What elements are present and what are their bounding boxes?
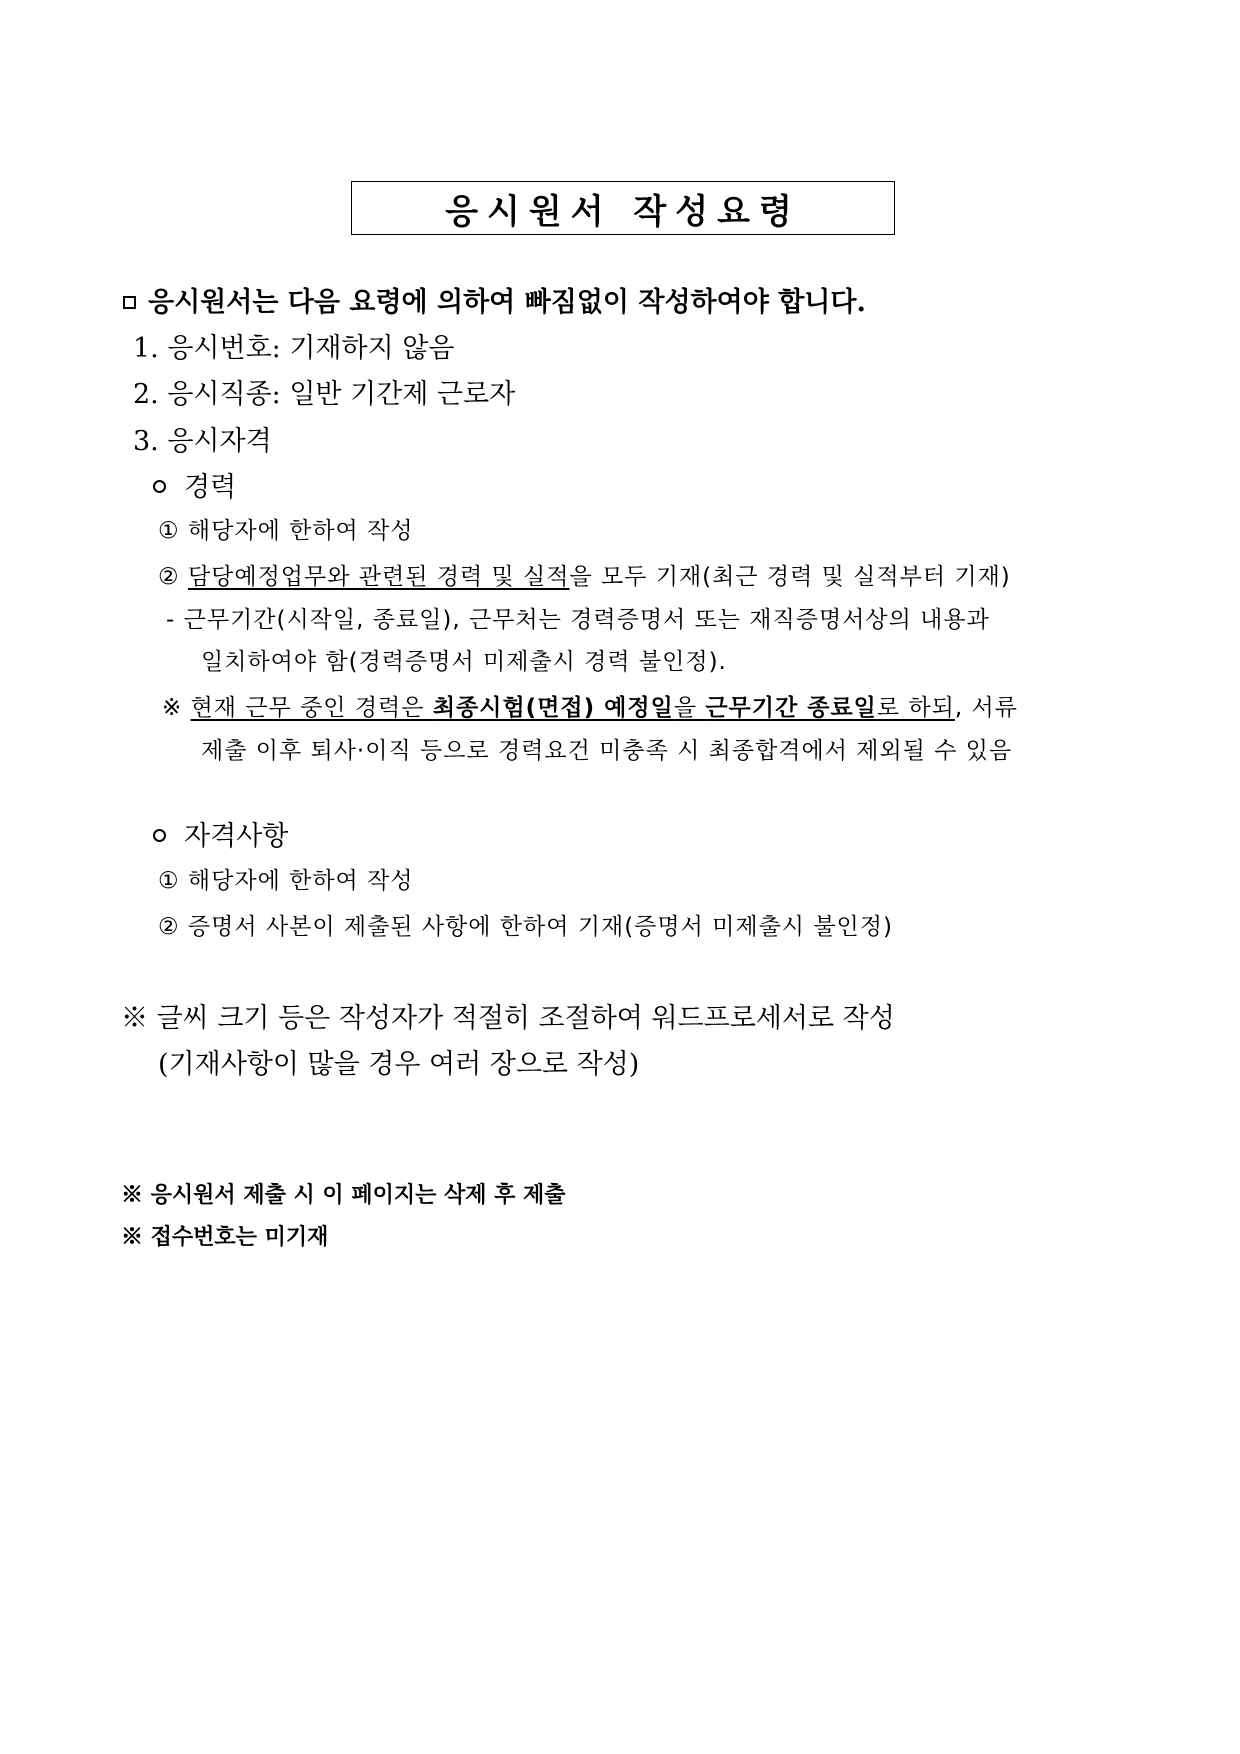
career-heading-text: 경력 bbox=[184, 472, 237, 503]
career-note-line-1 bbox=[162, 697, 1018, 720]
item-exam-job: 2. 응시직종: 일반 기간제 근로자 bbox=[133, 379, 516, 410]
document-title: 응시원서 작성요령 bbox=[445, 191, 801, 232]
circle-bullet-icon bbox=[153, 829, 166, 842]
career-point-2-underlined: 담당예정업무와 관련된 경력 및 실적 bbox=[187, 564, 570, 590]
qualification-point-1: ① 해당자에 한하여 작성 bbox=[158, 868, 414, 894]
general-note-line-2: (기재사항이 많을 경우 여러 장으로 작성) bbox=[158, 1049, 640, 1080]
career-dash-line-2: 일치하여야 함(경력증명서 미제출시 경력 불인정). bbox=[201, 649, 727, 675]
career-note-line-2: 제출 이후 퇴사·이직 등으로 경력요건 미충족 시 최종합격에서 제외될 수 있음 bbox=[201, 738, 1013, 764]
footer-note-delete-page: ※ 응시원서 제출 시 이 페이지는 삭제 후 제출 bbox=[121, 1182, 566, 1208]
qualification-heading-text: 자격사항 bbox=[184, 821, 289, 852]
note-underlined-3: 로 하되 bbox=[876, 695, 955, 721]
intro-line bbox=[123, 289, 866, 316]
note-underlined-bold-2: 근무기간 종료일 bbox=[705, 695, 877, 721]
intro-text: 응시원서는 다음 요령에 의하여 빠짐없이 작성하여야 합니다. bbox=[148, 287, 866, 318]
note-mark: ※ bbox=[162, 695, 191, 721]
footer-note-receipt-number: ※ 접수번호는 미기재 bbox=[121, 1224, 329, 1250]
career-point-1: ① 해당자에 한하여 작성 bbox=[158, 518, 414, 544]
qualification-point-2: ② 증명서 사본이 제출된 사항에 한하여 기재(증명서 미제출시 불인정) bbox=[158, 914, 893, 940]
note-underlined-2: 을 bbox=[673, 695, 706, 721]
note-underlined-bold-1: 최종시험(면접) 예정일 bbox=[432, 695, 674, 721]
career-point-2-number: ② bbox=[158, 564, 188, 590]
general-note-line-1: ※ 글씨 크기 등은 작성자가 적절히 조절하여 워드프로세서로 작성 bbox=[121, 1003, 895, 1034]
career-point-2 bbox=[158, 566, 1011, 589]
square-bullet-icon bbox=[123, 296, 136, 309]
qualification-heading bbox=[153, 823, 288, 850]
circle-bullet-icon bbox=[153, 480, 166, 493]
note-underlined-1: 현재 근무 중인 경력은 bbox=[190, 695, 433, 721]
title-box bbox=[351, 181, 895, 235]
note-rest: , 서류 bbox=[954, 695, 1018, 721]
item-exam-qualification: 3. 응시자격 bbox=[133, 426, 272, 457]
career-dash-line-1: - 근무기간(시작일, 종료일), 근무처는 경력증명서 또는 재직증명서상의 내용과 bbox=[166, 607, 990, 633]
career-heading bbox=[153, 474, 236, 501]
career-point-2-rest: 을 모두 기재(최근 경력 및 실적부터 기재) bbox=[569, 564, 1011, 590]
item-exam-number: 1. 응시번호: 기재하지 않음 bbox=[133, 333, 455, 364]
